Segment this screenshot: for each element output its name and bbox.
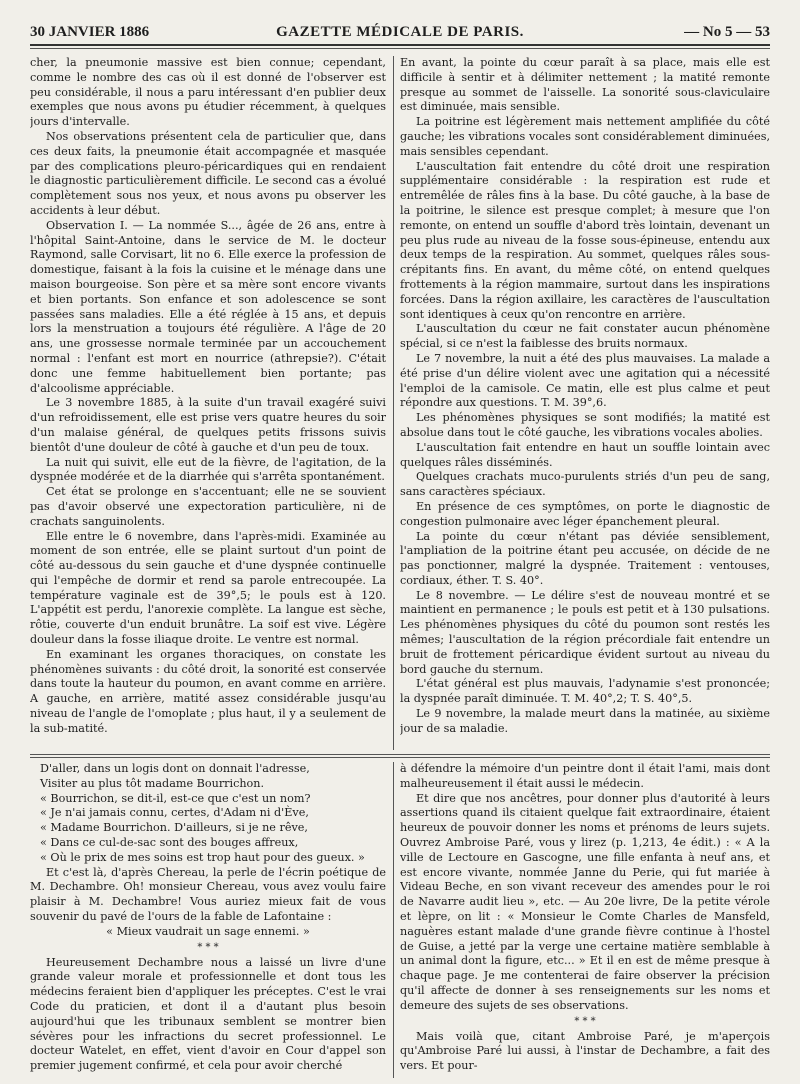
paragraph: Cet état se prolonge en s'accentuant; elle ne se souvient pas d'avoir observé une expectoration particulière, ni de crachats sanguinolents.: [30, 485, 386, 528]
paragraph: Elle entre le 6 novembre, dans l'après-midi. Examinée au moment de son entrée, elle se plaint surtout d'un point de côté au-dessous du sein gauche et d'une dyspnée continuelle qui l'empêche de dormir et rend sa parole entrecoupée. La température vaginale est de 39°,5; le pouls est à 120. L'appétit est perdu, l'anorexie complète. La langue est sèche, rôtie, couverte d'un enduit brunâtre. La soif est vive. Légère douleur dans la fosse iliaque droite. Le ventre est normal.: [30, 529, 386, 647]
paragraph: L'auscultation du cœur ne fait constater aucun phénomène spécial, si ce n'est la faiblesse des bruits normaux.: [400, 322, 770, 351]
verse-line: « Madame Bourrichon. D'ailleurs, si je ne rêve,: [40, 821, 308, 835]
right-column: [400, 56, 770, 750]
section-stars: * * *: [574, 1015, 596, 1027]
observation-paragraph: Observation I. — La nommée S..., âgée de 26 ans, entre à l'hôpital Saint-Antoine, dans le service de M. le docteur Raymond, salle Corvisart, lit no 6. Elle exerce la profession de domestique, faisant à la fois la cuisine et le ménage dans une maison bourgeoise. Son père et sa mère sont encore vivants et bien portants. Son enfance et son adolescence se sont passées sans maladies. Elle a été réglée à 15 ans, et depuis lors la menstruation a toujours été régulière. A l'âge de 20 ans, une grossesse normale terminée par un accouchement normal : l'enfant est mort en nourrice (athrepsie?). C'était donc une femme habituellement bien portante; pas d'alcoolisme appréciable.: [30, 218, 386, 395]
bottom-right-column: [400, 762, 770, 1078]
paragraph: La nuit qui suivit, elle eut de la fièvre, de l'agitation, de la dyspnée modérée et de la diarrhée qui s'arrêta spontanément.: [30, 455, 386, 484]
header-issue: — No 5 — 53: [684, 24, 770, 40]
verse-line: D'aller, dans un logis dont on donnait l'adresse,: [40, 762, 310, 775]
header-rule-thin: [30, 48, 770, 49]
header-rule: [30, 44, 770, 46]
paragraph: La pointe du cœur n'étant pas déviée sensiblement, l'ampliation de la poitrine étant peu accusée, on décide de ne pas ponctionner, malgré la dyspnée. Traitement : ventouses, cordiaux, éther. T. S. 40°.: [400, 529, 770, 587]
column-divider-bottom: [393, 762, 394, 1078]
verse-line: « Où le prix de mes soins est trop haut pour des gueux. »: [40, 850, 365, 864]
paragraph: Mais voilà que, citant Ambroise Paré, je m'aperçois qu'Ambroise Paré lui aussi, à l'instar de Dechambre, a fait des vers. Et pour-: [400, 1029, 770, 1073]
verse-block: [30, 762, 386, 866]
section-stars: * * *: [197, 941, 219, 953]
verse-line: « Dans ce cul-de-sac sont des bouges affreux,: [40, 835, 299, 849]
column-divider: [393, 56, 394, 750]
quote-line: « Mieux vaudrait un sage ennemi. »: [106, 924, 310, 938]
paragraph: Les phénomènes physiques se sont modifiés; la matité est absolue dans tout le côté gauche, les vibrations vocales abolies.: [400, 411, 770, 439]
paragraph: La poitrine est légèrement mais nettement amplifiée du côté gauche; les vibrations vocales sont considérablement diminuées, mais sensibles cependant.: [400, 115, 770, 158]
paragraph: Heureusement Dechambre nous a laissé un livre d'une grande valeur morale et professionnelle et dont tous les médecins feraient bien d'appliquer les préceptes. C'est le vrai Code du praticien, et dont il a d'autant plus besoin aujourd'hui que les tribunaux semblent se montrer bien sévères pour les infractions du secret professionnel. Le docteur Watelet, en effet, vient d'avoir en Cour d'appel son premier jugement confirmé, et cela pour avoir cherché: [30, 955, 386, 1073]
paragraph: Et dire que nos ancêtres, pour donner plus d'autorité à leurs assertions quand ils citaient quelque fait extraordinaire, étaient heureux de pouvoir donner les noms et prénoms de leurs sujets. Ouvrez Ambroise Paré, vous y lirez (p. 1,213, 4e édit.) : « A la ville de Lectoure en Gascogne, une fille enfanta à neuf ans, et est encore vivante, nommée Janne du Perie, qui fut mariée à Videau Beche, en son vivant receveur des amendes pour le roi de Navarre audit lieu », etc. — Au 20e livre, De la petite vérole et lèpre, on lit : « Monsieur le Comte Charles de Mansfeld, naguères estant malade d'une grande fièvre continue à l'hostel de Guise, a jetté par la verge une certaine matière semblable à un animal dont la figure, etc... » Et il en est de même presque à chaque page. Je me contenterai de faire observer la précision qu'il affecte de donner à ses renseignements sur les noms et demeure des sujets de ses observations.: [400, 791, 770, 1012]
verse-line: Visiter au plus tôt madame Bourrichon.: [40, 776, 265, 790]
paragraph: L'état général est plus mauvais, l'adynamie s'est prononcée; la dyspnée paraît diminuée. T. M. 40°,2; T. S. 40°,5.: [400, 677, 770, 706]
paragraph: Le 9 novembre, la malade meurt dans la matinée, au sixième jour de sa maladie.: [400, 707, 770, 735]
paragraph: Et c'est là, d'après Chereau, la perle de l'écrin poétique de M. Dechambre. Oh! monsieur Chereau, vous avez voulu faire plaisir à M. Dechambre! Vous auriez mieux fait de vous souvenir du pavé de l'ours de la fable de Lafontaine :: [30, 865, 386, 923]
verse-line: « Je n'ai jamais connu, certes, d'Adam ni d'Ève,: [40, 806, 309, 820]
paragraph: En avant, la pointe du cœur paraît à sa place, mais elle est difficile à sentir et à délimiter nettement ; la matité remonte presque au sommet de l'aisselle. La sonorité sous-claviculaire est diminuée, mais sensible.: [400, 56, 770, 114]
paragraph: à défendre la mémoire d'un peintre dont il était l'ami, mais dont malheureusement il était aussi le médecin.: [400, 762, 770, 790]
page-header: [30, 24, 770, 44]
section-divider-thin: [30, 757, 770, 758]
paragraph: cher, la pneumonie massive est bien connue; cependant, comme le nombre des cas où il est donné de l'observer est peu considérable, il nous a paru intéressant d'en publier deux exemples que nous avons pu étudier récemment, à quelques jours d'intervalle.: [30, 56, 386, 129]
paragraph: L'auscultation fait entendre du côté droit une respiration supplémentaire considérable : la respiration est rude et entremêlée de râles fins à la base. Du côté gauche, à la base de la poitrine, le silence est presque complet; à mesure que l'on remonte, on entend un souffle d'abord très lointain, devenant un peu plus rude au niveau de la fosse sous-épineuse, entendu aux deux temps de la respiration. Au sommet, quelques râles sous-crépitants fins. En avant, du même côté, on entend quelques frottements à la région mammaire, surtout dans les inspirations forcées. Dans la région axillaire, les caractères de l'auscultation sont identiques à ceux qu'on rencontre en arrière.: [400, 159, 770, 321]
paragraph: Le 3 novembre 1885, à la suite d'un travail exagéré suivi d'un refroidissement, elle est prise vers quatre heures du soir d'un malaise général, de quelques petits frissons suivis bientôt d'une douleur de côté à gauche et d'un peu de toux.: [30, 396, 386, 454]
paragraph: Quelques crachats muco-purulents striés d'un peu de sang, sans caractères spéciaux.: [400, 470, 770, 499]
paragraph: Nos observations présentent cela de particulier que, dans ces deux faits, la pneumonie était accompagnée et masquée par des complications pleuro-péricardiques qui en rendaient le diagnostic particulièrement difficile. Le second cas a évolué complètement sous nos yeux, et nous avons pu observer les accidents à leur début.: [30, 129, 386, 217]
verse-line: « Bourrichon, se dit-il, est-ce que c'est un nom?: [40, 791, 311, 805]
paragraph: L'auscultation fait entendre en haut un souffle lointain avec quelques râles disséminés.: [400, 440, 770, 469]
paragraph: En présence de ces symptômes, on porte le diagnostic de congestion pulmonaire avec léger épanchement pleural.: [400, 499, 770, 528]
bottom-left-column: [30, 762, 386, 1078]
header-date: 30 JANVIER 1886: [30, 24, 150, 40]
header-title: GAZETTE MÉDICALE DE PARIS.: [276, 24, 524, 40]
paragraph: Le 8 novembre. — Le délire s'est de nouveau montré et se maintient en permanence ; le pouls est petit et à 130 pulsations. Les phénomènes physiques du côté du poumon sont restés les mêmes; l'auscultation de la région précordiale fait entendre un bruit de frottement péricardique évident surtout au niveau du bord gauche du sternum.: [400, 588, 770, 676]
paragraph: Le 7 novembre, la nuit a été des plus mauvaises. La malade a été prise d'un délire violent avec une agitation qui a nécessité l'emploi de la camisole. Ce matin, elle est plus calme et peut répondre aux questions. T. M. 39°,6.: [400, 351, 770, 410]
section-divider: [30, 754, 770, 755]
paragraph: En examinant les organes thoraciques, on constate les phénomènes suivants : du côté droit, la sonorité est conservée dans toute la hauteur du poumon, en avant comme en arrière. A gauche, en arrière, matité assez considérable jusqu'au niveau de l'angle de l'omoplate ; plus haut, il y a seulement de la sub-matité.: [30, 647, 386, 735]
left-column: [30, 56, 386, 750]
